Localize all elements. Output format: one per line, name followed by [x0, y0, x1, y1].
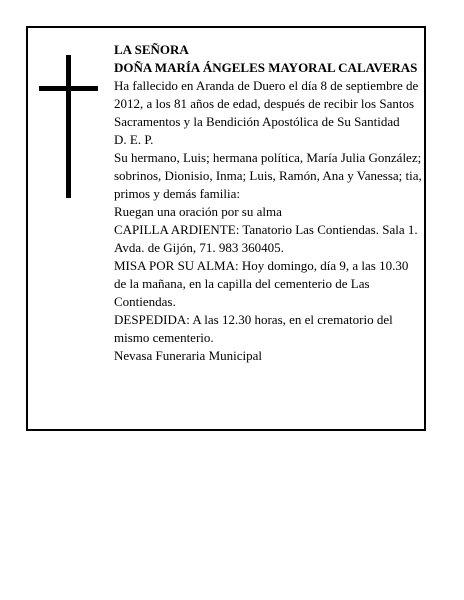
cross-vertical-bar — [66, 55, 71, 198]
deceased-name: DOÑA MARÍA ÁNGELES MAYORAL CALAVERAS — [114, 60, 418, 75]
cross-horizontal-bar — [39, 86, 98, 91]
funeral-home: Nevasa Funeraria Municipal — [114, 348, 263, 363]
notice-heading: LA SEÑORA — [114, 42, 189, 57]
family-list: Su hermano, Luis; hermana política, María Julia González; sobrinos, Dionisio, Inma; Luis, Ramón, Ana y Vanessa; tia, primos y demás familia: — [114, 150, 422, 201]
death-notice: Ha fallecido en Aranda de Duero el día 8 de septiembre de 2012, a los 81 años de edad, después de recibir los Santos Sacramentos y la Bendición Apostólica de Su Santidad — [114, 78, 419, 129]
chapel-info: CAPILLA ARDIENTE: Tanatorio Las Contiendas. Sala 1. Avda. de Gijón, 71. 983 360405. — [114, 222, 418, 255]
obituary-text — [114, 41, 422, 365]
obituary-notice — [26, 26, 426, 431]
farewell-info: DESPEDIDA: A las 12.30 horas, en el crematorio del mismo cementerio. — [114, 312, 393, 345]
prayer-request: Ruegan una oración por su alma — [114, 204, 282, 219]
mass-info: MISA POR SU ALMA: Hoy domingo, día 9, a las 10.30 de la mañana, en la capilla del cementerio de Las Contiendas. — [114, 258, 409, 309]
rip-text: D. E. P. — [114, 132, 154, 147]
